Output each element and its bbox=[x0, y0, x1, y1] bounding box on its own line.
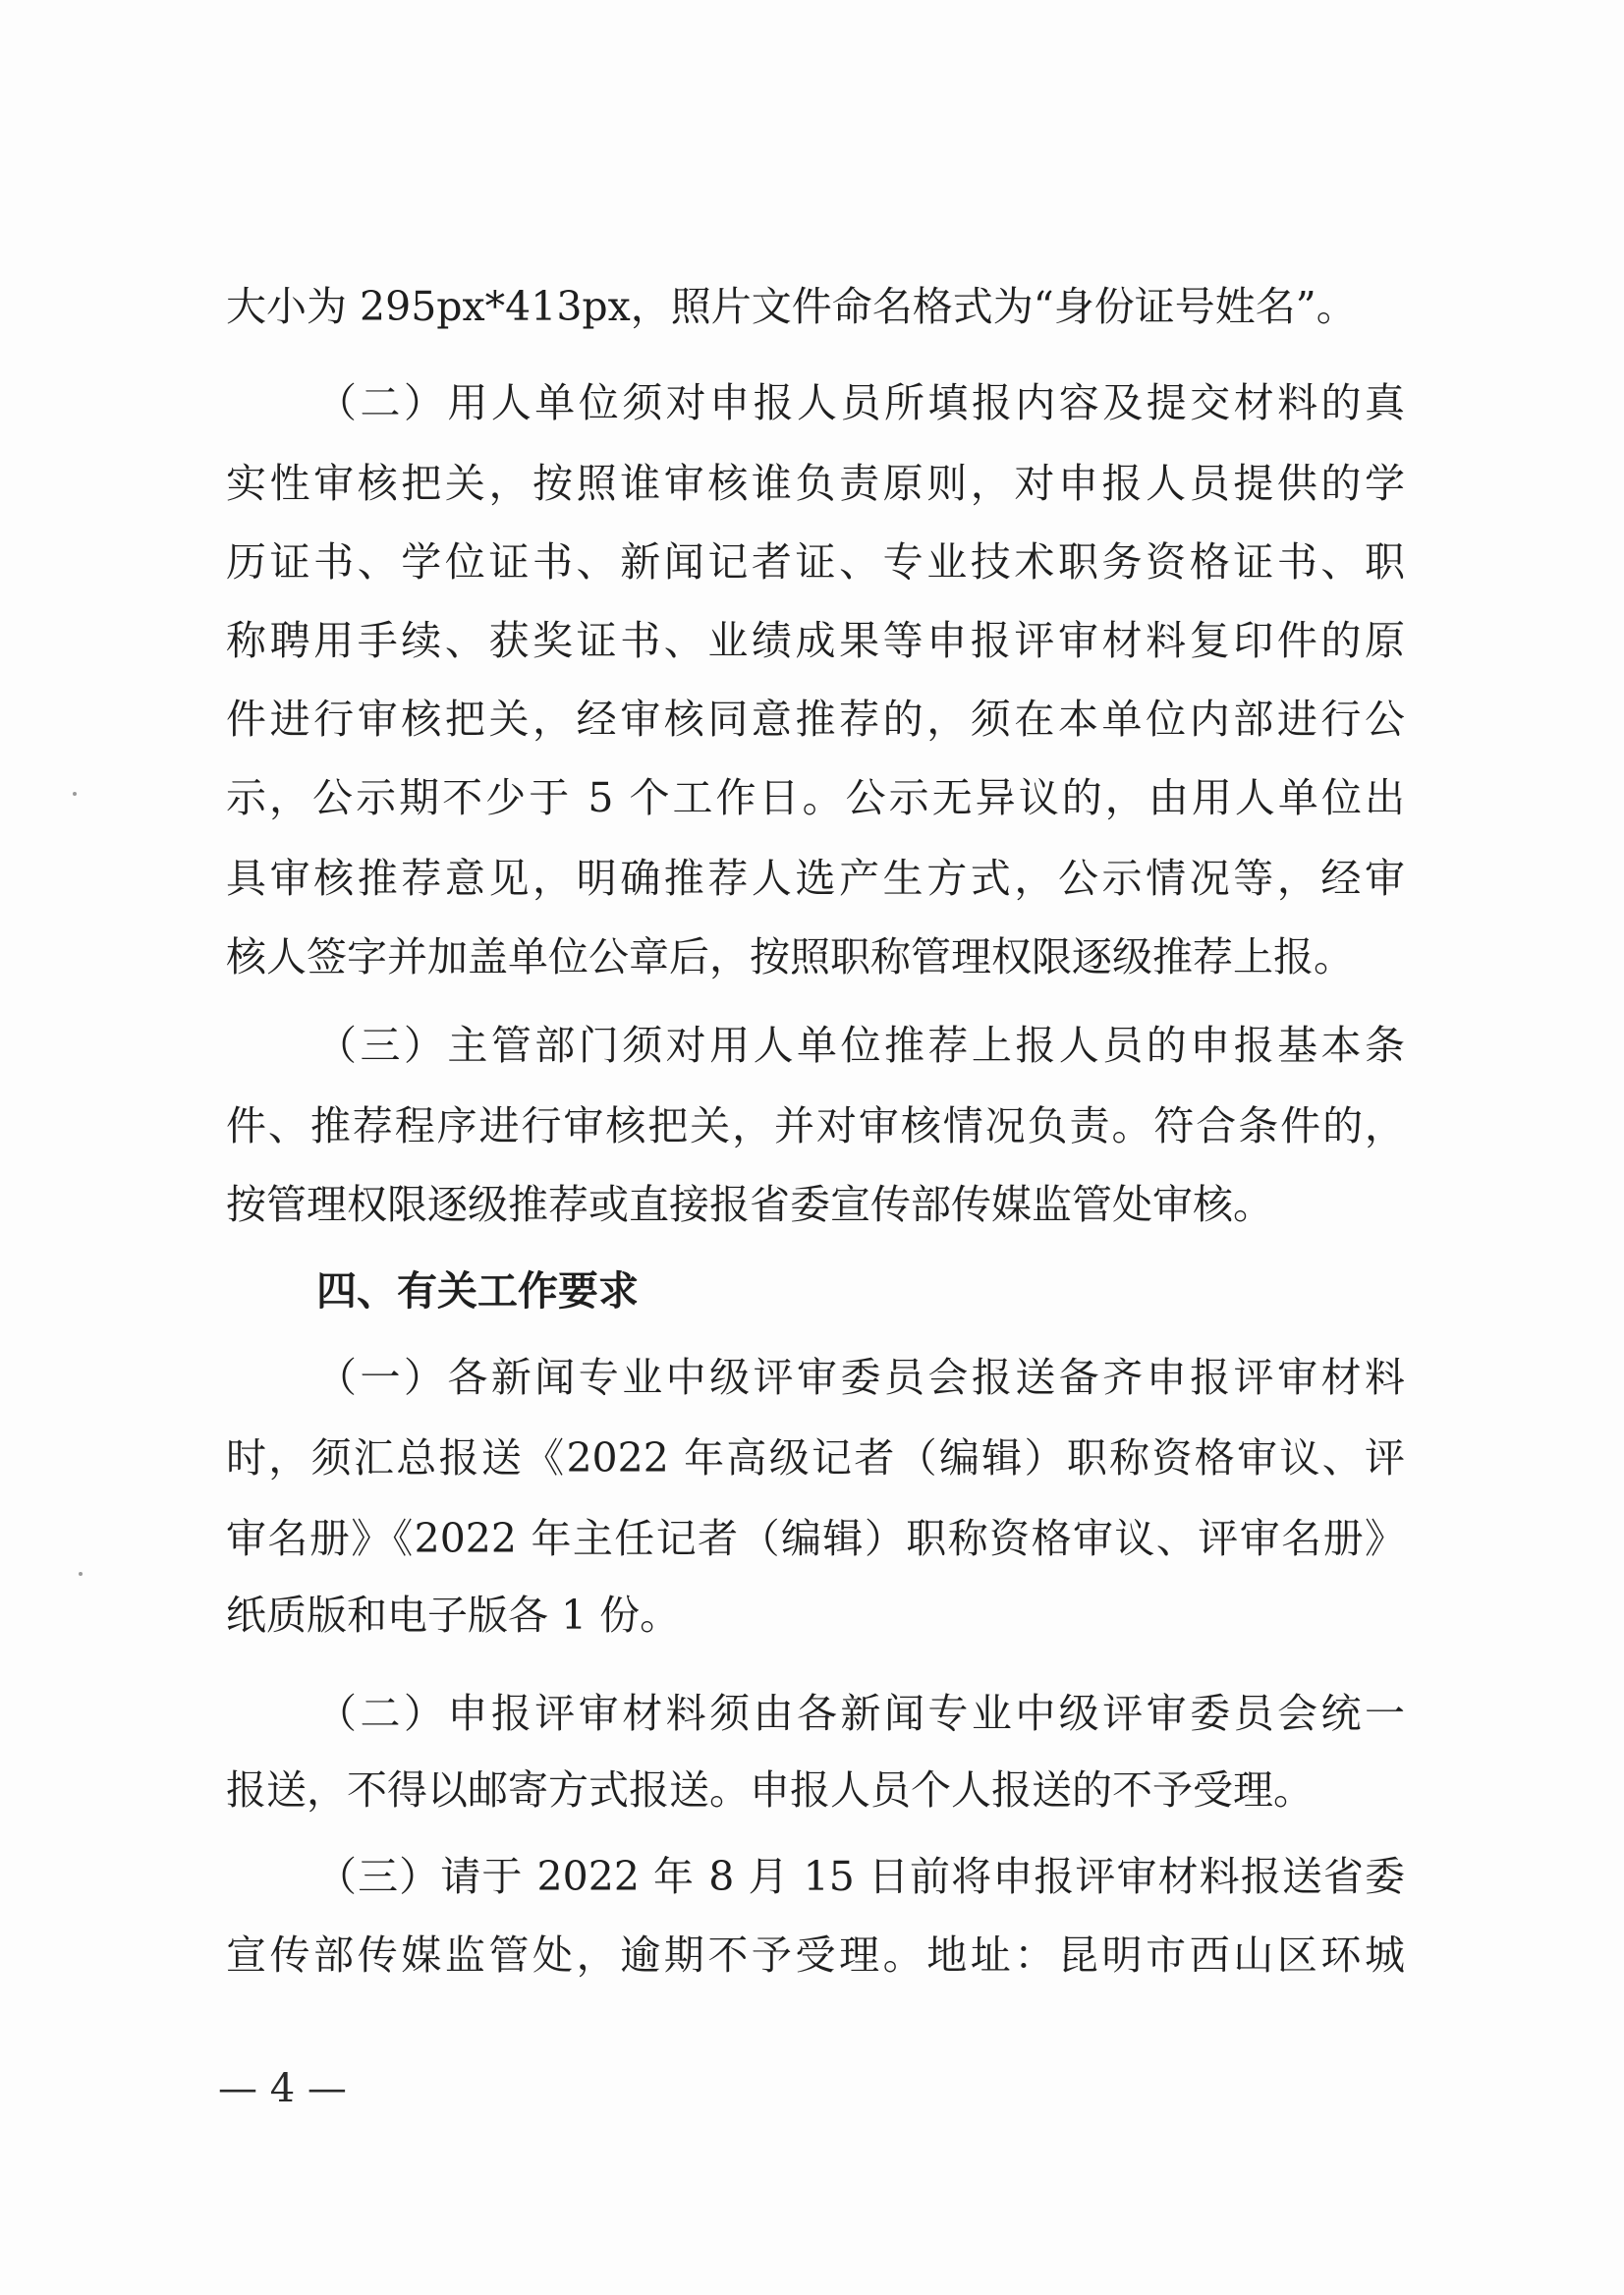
scan-speck bbox=[79, 1572, 83, 1576]
paragraph-line: （三）请于 2022 年 8 月 15 日前将申报评审材料报送省委 bbox=[316, 1853, 1405, 1900]
paragraph-line: （三）主管部门须对用人单位推荐上报人员的申报基本条 bbox=[316, 1022, 1405, 1069]
paragraph-line: （一）各新闻专业中级评审委员会报送备齐申报评审材料 bbox=[316, 1354, 1405, 1401]
paragraph-line: 历证书、学位证书、新闻记者证、专业技术职务资格证书、职 bbox=[226, 538, 1405, 586]
paragraph-line: 按管理权限逐级推荐或直接报省委宣传部传媒监管处审核。 bbox=[226, 1181, 1273, 1228]
paragraph-line: 审名册》《2022 年主任记者（编辑）职称资格审议、评审名册》 bbox=[226, 1515, 1405, 1562]
paragraph-line: 示，公示期不少于 5 个工作日。公示无异议的，由用人单位出 bbox=[226, 774, 1405, 821]
paragraph-line: （二）申报评审材料须由各新闻专业中级评审委员会统一 bbox=[316, 1690, 1405, 1737]
section-heading: 四、有关工作要求 bbox=[316, 1267, 639, 1315]
paragraph-line: 件进行审核把关，经审核同意推荐的，须在本单位内部进行公 bbox=[226, 696, 1405, 743]
paragraph-line: 报送，不得以邮寄方式报送。申报人员个人报送的不予受理。 bbox=[226, 1766, 1314, 1814]
paragraph-line: 实性审核把关，按照谁审核谁负责原则，对申报人员提供的学 bbox=[226, 460, 1405, 507]
paragraph-line: 大小为 295px*413px，照片文件命名格式为“身份证号姓名”。 bbox=[226, 283, 1357, 330]
paragraph-line: 宣传部传媒监管处，逾期不予受理。地址：昆明市西山区环城 bbox=[226, 1931, 1405, 1979]
paragraph-line: 称聘用手续、获奖证书、业绩成果等申报评审材料复印件的原 bbox=[226, 617, 1405, 664]
paragraph-line: 件、推荐程序进行审核把关，并对审核情况负责。符合条件的， bbox=[226, 1102, 1405, 1149]
page-number: — 4 — bbox=[218, 2066, 347, 2111]
paragraph-line: （二）用人单位须对申报人员所填报内容及提交材料的真 bbox=[316, 379, 1405, 426]
scan-speck bbox=[73, 792, 77, 796]
paragraph-line: 具审核推荐意见，明确推荐人选产生方式，公示情况等，经审 bbox=[226, 855, 1405, 902]
paragraph-line: 纸质版和电子版各 1 份。 bbox=[226, 1592, 681, 1639]
paragraph-line: 时，须汇总报送《2022 年高级记者（编辑）职称资格审议、评 bbox=[226, 1434, 1405, 1482]
paragraph-line: 核人签字并加盖单位公章后，按照职称管理权限逐级推荐上报。 bbox=[226, 933, 1354, 980]
